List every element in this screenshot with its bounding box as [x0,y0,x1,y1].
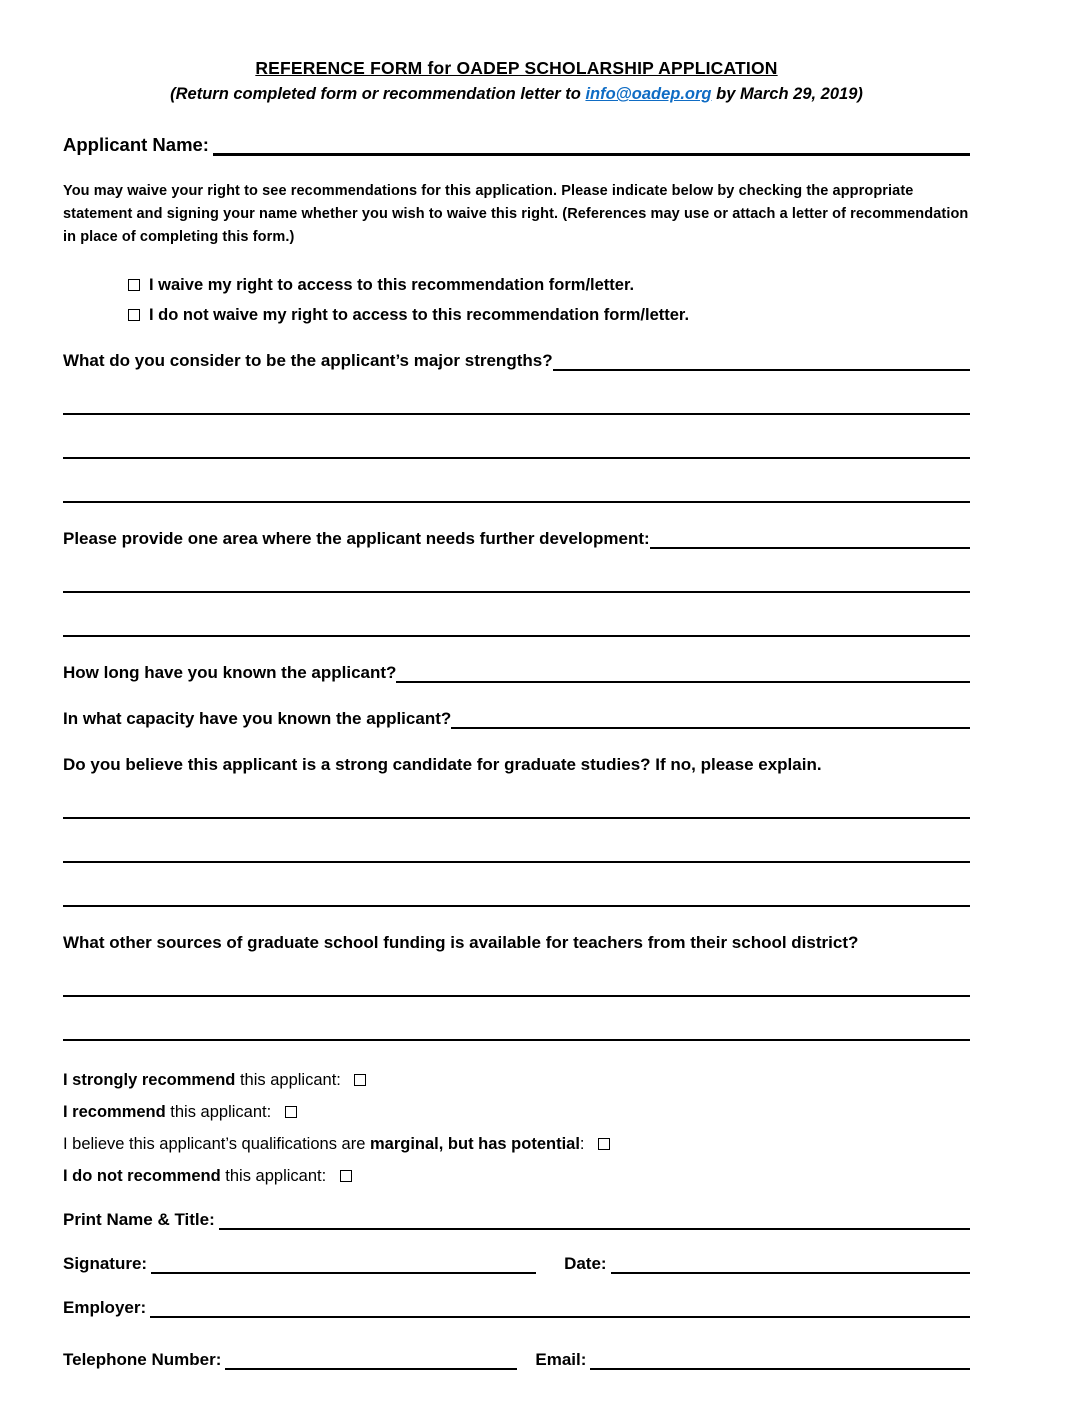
telephone-label: Telephone Number: [63,1349,222,1369]
recommendation-section [63,1071,970,1186]
rec-post: this applicant: [220,1166,331,1185]
employer-blank [150,1316,970,1318]
rec-bold: I recommend [63,1102,166,1121]
rec-bold: I do not recommend [63,1166,221,1185]
question-capacity-label: In what capacity have you known the applicant? [63,708,452,728]
waiver-option-not-waive [128,306,970,325]
answer-line [63,905,970,907]
answer-line [63,413,970,415]
answer-line [63,861,970,863]
question-strengths-row [63,351,970,371]
answer-line [63,817,970,819]
signature-label: Signature: [63,1253,148,1273]
question-candidate-label: Do you believe this applicant is a strong candidate for graduate studies? If no, please explain. [63,754,822,774]
form-header [63,58,970,104]
question-candidate-row [63,755,970,775]
print-name-label: Print Name & Title: [63,1209,215,1229]
signature-date-row [63,1254,970,1274]
email-link[interactable]: info@oadep.org [585,85,712,103]
email-blank [590,1368,970,1370]
waiver-options [63,276,970,325]
question-how-long-label: How long have you known the applicant? [63,662,397,682]
rec-bold: marginal, but has potential [369,1134,580,1153]
applicant-name-blank [213,153,970,156]
date-label: Date: [564,1253,607,1273]
waiver-option-waive [128,276,970,295]
marginal-checkbox[interactable] [598,1138,610,1150]
question-capacity-row [63,709,970,729]
form-subtitle [63,85,970,104]
rec-option-marginal [63,1135,970,1154]
answer-line [63,591,970,593]
applicant-name-row [63,134,970,156]
subtitle-suffix: by March 29, 2019) [711,85,863,103]
question-how-long-blank [396,681,970,683]
date-blank [611,1272,970,1274]
not-waive-checkbox[interactable] [128,309,140,321]
waive-option-label: I waive my right to access to this recommendation form/letter. [149,275,635,294]
question-development-row [63,529,970,549]
form-title: REFERENCE FORM for OADEP SCHOLARSHIP APPLICATION [255,58,778,78]
rec-option-recommend [63,1103,970,1122]
print-name-blank [219,1228,970,1230]
question-development-label: Please provide one area where the applicant needs further development: [63,528,650,548]
answer-line [63,635,970,637]
rec-pre: I believe this applicant’s qualifications are [63,1134,370,1153]
not-waive-option-label: I do not waive my right to access to this recommendation form/letter. [149,305,690,324]
not-recommend-checkbox[interactable] [340,1170,352,1182]
answer-line [63,1039,970,1041]
funding-answer-lines [63,995,970,1041]
candidate-answer-lines [63,817,970,907]
answer-line [63,995,970,997]
question-funding-label: What other sources of graduate school funding is available for teachers from their school district? [63,932,859,952]
strongly-recommend-checkbox[interactable] [354,1074,366,1086]
rec-option-strongly-recommend [63,1071,970,1090]
rec-bold: I strongly recommend [63,1070,236,1089]
answer-line [63,501,970,503]
rec-option-not-recommend [63,1167,970,1186]
strengths-answer-lines [63,413,970,503]
question-strengths-label: What do you consider to be the applicant’s major strengths? [63,350,553,370]
waive-checkbox[interactable] [128,279,140,291]
employer-label: Employer: [63,1297,147,1317]
waiver-paragraph: You may waive your right to see recommendations for this application. Please indicate below by checking the appropriate statement and signing your name whether you wish to waive this right. (References may use or attach a letter of recommendation in place of completing this form.) [63,183,969,246]
answer-line [63,457,970,459]
telephone-blank [225,1368,517,1370]
telephone-email-row [63,1350,970,1370]
subtitle-prefix: (Return completed form or recommendation letter to [170,85,586,103]
rec-post: : [579,1134,590,1153]
rec-post: this applicant: [235,1070,346,1089]
question-capacity-blank [451,727,970,729]
question-development-blank [650,547,970,549]
applicant-name-label: Applicant Name: [63,134,209,155]
email-label: Email: [535,1349,587,1369]
rec-post: this applicant: [165,1102,276,1121]
print-name-row [63,1210,970,1230]
signature-blank [151,1272,536,1274]
question-strengths-blank [553,369,970,371]
development-answer-lines [63,591,970,637]
question-funding-row [63,933,970,953]
recommend-checkbox[interactable] [285,1106,297,1118]
question-how-long-row [63,663,970,683]
employer-row [63,1298,970,1318]
